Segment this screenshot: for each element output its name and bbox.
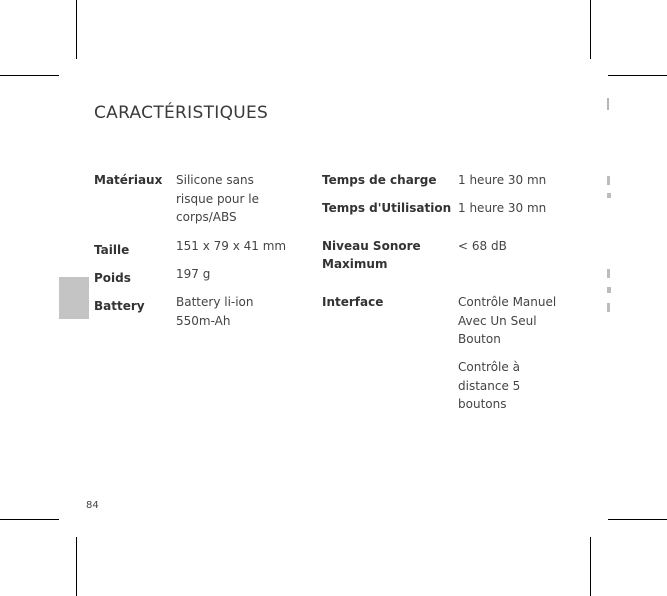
next-page-text-fragment [607, 269, 610, 278]
spec-value-weight: 197 g [176, 267, 211, 281]
crop-mark [0, 519, 59, 520]
spec-value-noise-level: < 68 dB [458, 239, 507, 253]
crop-mark [0, 75, 59, 76]
spec-value-usage-time: 1 heure 30 mn [458, 201, 547, 215]
next-page-title-fragment [607, 98, 609, 110]
page-title: CARACTÉRISTIQUES [94, 103, 269, 124]
crop-mark [76, 0, 77, 59]
page-edge-tab [59, 277, 89, 319]
spec-label-interface: Interface [322, 295, 384, 309]
next-page-text-fragment [607, 193, 611, 198]
crop-mark [590, 537, 591, 596]
spec-label-usage-time: Temps d'Utilisation [322, 201, 452, 215]
next-page-text-fragment [607, 176, 610, 185]
spec-value-battery: Battery li-ion 550m-Ah [176, 295, 254, 328]
spec-value-materials: Silicone sans risque pour le corps/ABS [176, 173, 259, 224]
spec-label-materials: Matériaux [94, 173, 163, 187]
spec-label-size: Taille [94, 243, 130, 257]
crop-mark [590, 0, 591, 59]
spec-value-interface-remote: Contrôle à distance 5 boutons [458, 360, 521, 411]
spec-value-size: 151 x 79 x 41 mm [176, 239, 287, 253]
spec-label-noise-level: Niveau Sonore Maximum [322, 239, 421, 271]
crop-mark [608, 75, 667, 76]
spec-value-charge-time: 1 heure 30 mn [458, 173, 547, 187]
crop-mark [608, 519, 667, 520]
spec-value-interface-manual: Contrôle Manuel Avec Un Seul Bouton [458, 295, 557, 346]
next-page-text-fragment [607, 303, 610, 312]
spec-label-battery: Battery [94, 299, 145, 313]
crop-mark [76, 537, 77, 596]
next-page-text-fragment [607, 287, 611, 293]
page-number: 84 [86, 500, 99, 511]
spec-label-charge-time: Temps de charge [322, 173, 437, 187]
spec-label-weight: Poids [94, 271, 131, 285]
